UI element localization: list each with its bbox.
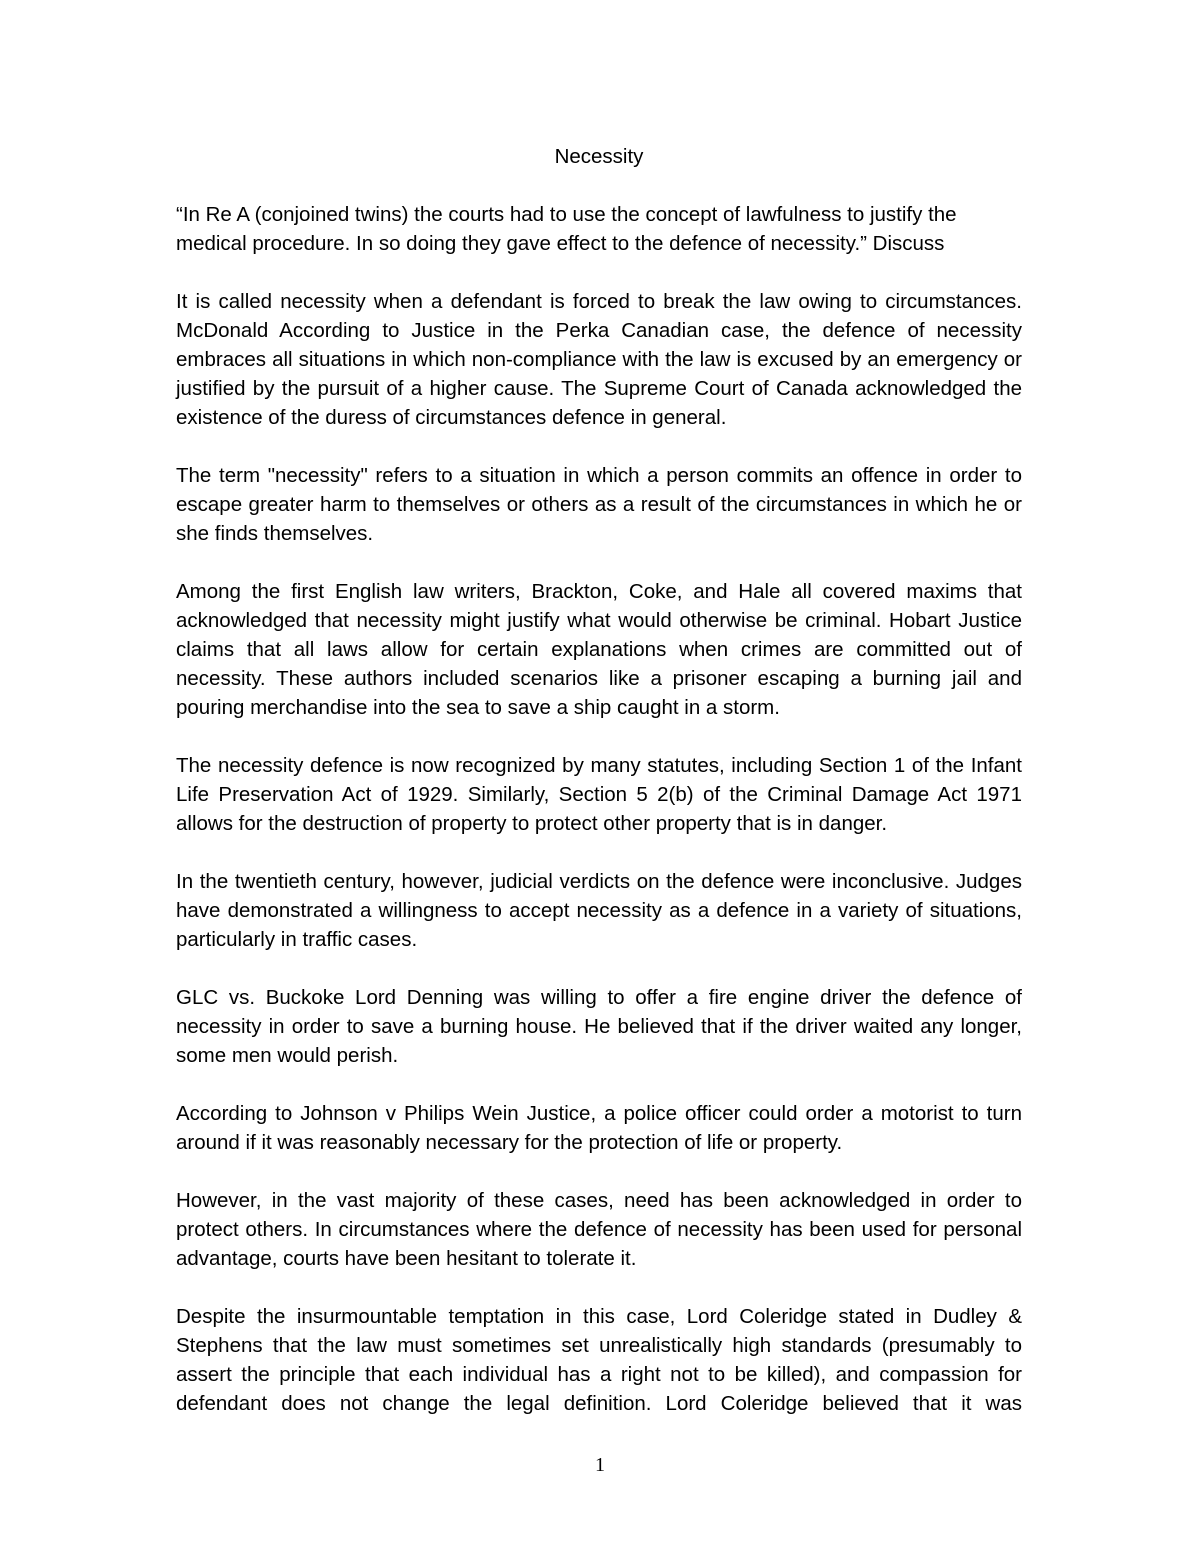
paragraph-johnson-philips: According to Johnson v Philips Wein Justice, a police officer could order a motorist to turn around if it was reasonably necessary for the protection of life or property. xyxy=(176,1102,1022,1154)
paragraph-protect-others: However, in the vast majority of these cases, need has been acknowledged in order to protect others. In circumstances where the defence of necessity has been used for personal advantage, courts have been hesitant to tolerate it. xyxy=(176,1189,1022,1270)
paragraph-prompt: “In Re A (conjoined twins) the courts had to use the concept of lawfulness to justify the medical procedure. In so doing they gave effect to the defence of necessity.” Discuss xyxy=(176,203,957,255)
paragraph-term-necessity: The term "necessity" refers to a situation in which a person commits an offence in order to escape greater harm to themselves or others as a result of the circumstances in which he or she finds themselves. xyxy=(176,464,1022,545)
paragraph-english-law-writers: Among the first English law writers, Brackton, Coke, and Hale all covered maxims that acknowledged that necessity might justify what would otherwise be criminal. Hobart Justice claims that all laws allow for certain explanations when crimes are committed out of necessity. These authors included scenarios like a prisoner escaping a burning jail and pouring merchandise into the sea to save a ship caught in a storm. xyxy=(176,580,1022,719)
paragraph-twentieth-century: In the twentieth century, however, judicial verdicts on the defence were inconclusive. Judges have demonstrated a willingness to accept necessity as a defence in a variety of situations, particularly in traffic cases. xyxy=(176,870,1022,951)
paragraph-dudley-stephens: Despite the insurmountable temptation in this case, Lord Coleridge stated in Dudley & Stephens that the law must sometimes set unrealistically high standards (presumably to assert the principle that each individual has a right not to be killed), and compassion for defendant does not change the legal definition. Lord Coleridge believed that it was xyxy=(176,1305,1022,1415)
document-title: Necessity xyxy=(554,145,644,168)
page-number: 1 xyxy=(595,1454,605,1476)
paragraph-definition: It is called necessity when a defendant is forced to break the law owing to circumstances. McDonald According to Justice in the Perka Canadian case, the defence of necessity embraces all situations in which non-compliance with the law is excused by an emergency or justified by the pursuit of a higher cause. The Supreme Court of Canada acknowledged the existence of the duress of circumstances defence in general. xyxy=(176,290,1022,429)
paragraph-glc-buckoke: GLC vs. Buckoke Lord Denning was willing to offer a fire engine driver the defence of necessity in order to save a burning house. He believed that if the driver waited any longer, some men would perish. xyxy=(176,986,1022,1067)
paragraph-statutes: The necessity defence is now recognized by many statutes, including Section 1 of the Infant Life Preservation Act of 1929. Similarly, Section 5 2(b) of the Criminal Damage Act 1971 allows for the destruction of property to protect other property that is in danger. xyxy=(176,754,1022,835)
document-body xyxy=(176,142,1022,1447)
